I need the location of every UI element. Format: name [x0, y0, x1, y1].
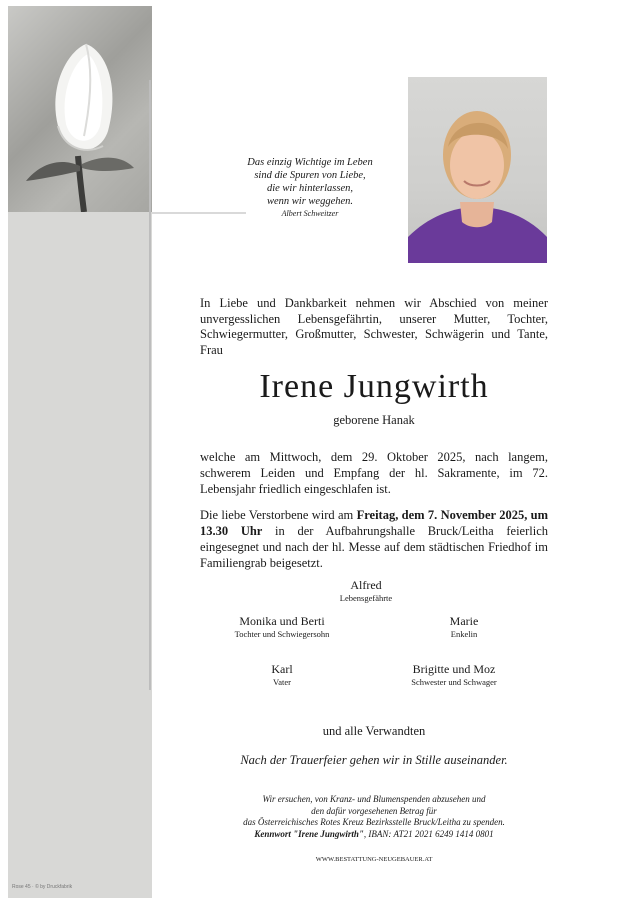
funeral-text-end: in der Aufbahrungshalle Bruck/Leitha feierlich eingesegnet und nach der hl. Messe auf dem städtischen Friedhof im Familiengrab beigesetzt.: [200, 524, 548, 570]
quote-line: Das einzig Wichtige im Leben: [247, 157, 373, 168]
funeral-date: Freitag, dem 7. November 2025, um 13.30 Uhr: [200, 508, 549, 538]
donation-line: das Österreichisches Rotes Kreuz Bezirksstelle Bruck/Leitha zu spenden.: [243, 817, 505, 827]
mourner-relation: Schwester und Schwager: [411, 677, 497, 687]
quote-line: wenn wir weggehen.: [266, 196, 354, 207]
relatives-line: und alle Verwandten: [322, 724, 426, 738]
mourner-name: Karl: [271, 662, 293, 676]
death-notice-paragraph: welche am Mittwoch, dem 29. Oktober 2025, nach langem, schwerem Leiden und Empfang der hl. Sakramente, im 72. Lebensjahr friedlich eingeschlafen ist.: [200, 450, 548, 496]
mourner-name: Monika und Berti: [239, 614, 325, 628]
donation-account-line: [200, 829, 548, 841]
mourner-karl: [192, 662, 372, 688]
deceased-name: Irene Jungwirth: [259, 368, 489, 405]
donation-request: [200, 794, 548, 840]
vertical-divider-line: [149, 80, 151, 690]
mourner-relation: Lebensgefährte: [339, 593, 393, 603]
donation-keyword: Kennwort "Irene Jungwirth": [254, 828, 364, 839]
funeral-details-paragraph: [200, 507, 548, 571]
mourner-monika: [192, 614, 372, 640]
intro-text: In Liebe und Dankbarkeit nehmen wir Abschied von meiner unvergesslichen Lebensgefährtin, unserer Mutter, Tochter, Schwiegermutter, Großmutter, Schwester, Schwägerin und Tante, Frau: [200, 296, 548, 357]
deceased-portrait-photo: [408, 77, 547, 263]
memorial-quote: [220, 156, 400, 219]
mourner-relation: Vater: [273, 677, 291, 687]
mourner-name: Brigitte und Moz: [412, 662, 496, 676]
closing-line: Nach der Trauerfeier gehen wir in Stille auseinander.: [240, 753, 508, 767]
mourner-relation: Enkelin: [450, 629, 478, 639]
funeral-text-start: Die liebe Verstorbene wird am: [200, 508, 357, 522]
donation-line: den dafür vorgesehenen Betrag für: [311, 805, 437, 816]
mourner-relation: Tochter und Schwiegersohn: [234, 629, 330, 639]
mourner-alfred: [276, 578, 456, 604]
donation-line: Wir ersuchen, von Kranz- und Blumenspenden abzusehen und: [262, 794, 486, 804]
image-credit: Rose 45 · © by Druckfabrik: [12, 884, 73, 890]
mourner-name: Marie: [449, 614, 479, 628]
white-rose-image: [8, 6, 152, 212]
quote-line: sind die Spuren von Liebe,: [254, 170, 366, 181]
mourner-name: Alfred: [350, 578, 382, 592]
quote-line: die wir hinterlassen,: [266, 183, 354, 194]
maiden-name: geborene Hanak: [333, 413, 415, 427]
donation-iban: , IBAN: AT21 2021 6249 1414 0801: [363, 828, 494, 839]
mourner-brigitte: [364, 662, 544, 688]
mourner-marie: [374, 614, 554, 640]
quote-author: Albert Schweitzer: [281, 209, 339, 218]
funeral-home-website: WWW.BESTATTUNG-NEUGEBAUER.AT: [315, 856, 433, 863]
